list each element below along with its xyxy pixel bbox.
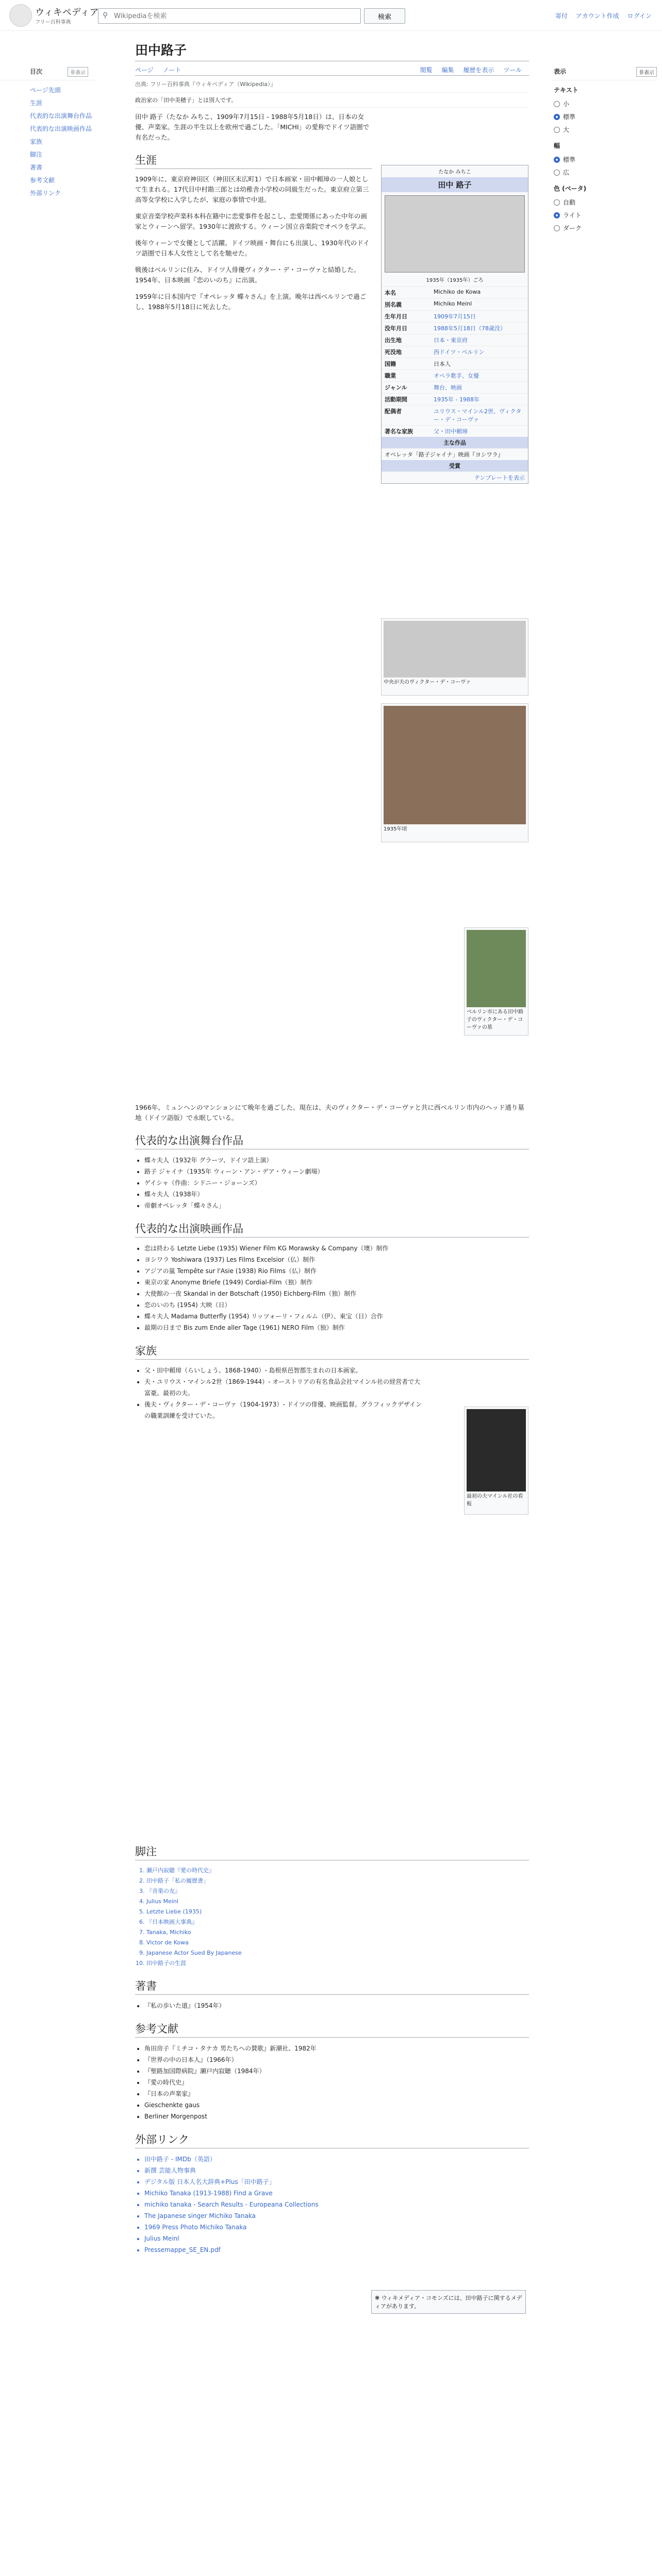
infobox-caption: 1935年（1935年）ごろ xyxy=(426,278,484,283)
infobox-row xyxy=(382,358,528,369)
radio-selected-icon[interactable] xyxy=(554,212,560,218)
commons-text[interactable]: ウィキメディア・コモンズには、田中路子に関するメディアがあります。 xyxy=(375,2295,522,2310)
search-button[interactable]: 検索 xyxy=(364,8,405,24)
radio-icon[interactable] xyxy=(554,170,560,176)
infobox-row xyxy=(382,310,528,322)
list-item: • 大使館の一夜 Skandal in der Botschaft (1950) Eichberg-Film（独）制作 xyxy=(144,1288,529,1299)
page-tabs xyxy=(135,61,529,76)
search-box xyxy=(98,8,361,24)
section-heading-family: 家族 xyxy=(135,1343,529,1360)
infobox-label: 配偶者 xyxy=(385,408,402,415)
list-item: • ゲイシャ（作曲：シドニー・ジョーンズ） xyxy=(144,1177,529,1189)
list-item: • 父・田中頼璋（らいしょう、1868-1940）- 島根県邑智郡生まれの日本画家。 xyxy=(144,1365,424,1376)
infobox-label: 死没地 xyxy=(385,349,402,355)
infobox-name: 田中 路子 xyxy=(382,177,528,192)
infobox-label: ジャンル xyxy=(385,384,407,391)
article-text xyxy=(135,112,372,312)
infobox-row xyxy=(382,369,528,381)
figure-image[interactable] xyxy=(467,1409,526,1492)
login-link[interactable]: ログイン xyxy=(627,12,652,20)
option-label: 大 xyxy=(563,126,570,133)
life-paragraph: 東京音楽学校声楽科本科在籍中に恋愛事件を起こし、恋愛関係にあった中年の画家とウィーンへ留学。1930年に渡欧する。ウィーン国立音楽院でオペラを学ぶ。 xyxy=(135,212,370,230)
note-item[interactable]: 3. 『音楽の友』 xyxy=(146,1886,529,1896)
tab-read[interactable]: 閲覧 xyxy=(420,66,433,74)
list-item: • 蝶々夫人 Madama Butterfly (1954) リッツォーリ・フィルム（伊）、東宝（日）合作 xyxy=(144,1311,529,1322)
ext-link[interactable]: • Julius Meinl xyxy=(144,2233,362,2244)
notes-section xyxy=(135,1834,529,2256)
note-item[interactable]: 6. 『日本映画大事典』 xyxy=(146,1917,529,1927)
film-list xyxy=(135,1243,529,1333)
toc-item-family[interactable]: 家族 xyxy=(30,138,43,145)
list-item: • 蝶々夫人（1932年 グラーツ、ドイツ語上演） xyxy=(144,1155,529,1166)
list-item: • 路子 ジャイナ（1935年 ウィーン・アン・デア・ウィーン劇場） xyxy=(144,1166,529,1177)
ext-link[interactable]: • 1969 Press Photo Michiko Tanaka xyxy=(144,2222,362,2233)
lower-sections xyxy=(135,1103,529,1421)
toc-hide-button[interactable]: 非表示 xyxy=(68,67,88,77)
figure xyxy=(464,1406,528,1515)
logo-subtitle: フリー百科事典 xyxy=(35,20,71,25)
toc-item-notes[interactable]: 脚注 xyxy=(30,151,43,158)
life-paragraph: 1909年に、東京府神田区（神田区末広町1）で日本画家・田中頼璋の一人娘として生まれる。17代目中村勘三郎とは幼稚舎小学校の同級生だった。東京府立第三高等女学校に入学したが、家庭の事情で中退。 xyxy=(135,175,369,204)
infobox-value[interactable]: 西ドイツ・ベルリン xyxy=(434,349,485,355)
radio-icon[interactable] xyxy=(554,199,560,206)
toc-item-refs[interactable]: 参考文献 xyxy=(30,177,55,184)
section-heading-notes: 脚注 xyxy=(135,1843,529,1860)
text-size-large[interactable] xyxy=(554,123,657,136)
commons-box xyxy=(371,2290,526,2314)
section-heading-film: 代表的な出演映画作品 xyxy=(135,1221,529,1238)
main-content xyxy=(135,40,529,481)
toc-sidebar xyxy=(0,67,95,199)
figure xyxy=(381,618,528,696)
books-list xyxy=(135,2000,529,2011)
family-list xyxy=(135,1365,424,1421)
color-label: 色 (ベータ) xyxy=(554,185,587,192)
infobox-value: Michiko Meinl xyxy=(434,300,472,307)
infobox-value: 日本人 xyxy=(434,361,451,367)
width-standard[interactable] xyxy=(554,153,657,166)
ext-link[interactable]: • 新撰 芸能人物事典 xyxy=(144,2165,362,2176)
list-item: • 『聖路加国際病院』瀬戸内寂聴（1984年） xyxy=(144,2065,529,2077)
list-item: • アジアの嵐 Tempête sur l'Asie (1938) Rio Films（仏）制作 xyxy=(144,1265,529,1277)
wikipedia-logo[interactable] xyxy=(9,4,32,27)
ext-link[interactable]: • 田中路子 - IMDb（英語） xyxy=(144,2154,362,2165)
infobox-value[interactable]: 舞台、映画 xyxy=(434,384,462,391)
ext-link[interactable]: • michiko tanaka - Search Results - Europeana Collections xyxy=(144,2199,362,2210)
tab-talk[interactable]: ノート xyxy=(162,66,181,74)
option-label: 標準 xyxy=(563,113,576,121)
list-item: • 『世界の中の日本人』（1966年） xyxy=(144,2054,529,2065)
appearance-hide-button[interactable]: 非表示 xyxy=(636,67,657,77)
infobox-photo[interactable] xyxy=(385,195,525,273)
width-wide[interactable] xyxy=(554,166,657,179)
infobox-row xyxy=(382,405,528,425)
list-item: • 恋のいのち (1954) 大映（日） xyxy=(144,1299,529,1311)
option-label: ダーク xyxy=(563,225,582,232)
section-heading-stage: 代表的な出演舞台作品 xyxy=(135,1132,529,1149)
toc-item-stage[interactable]: 代表的な出演舞台作品 xyxy=(30,112,92,120)
option-label: 広 xyxy=(563,169,570,176)
section-heading-books: 著書 xyxy=(135,1978,529,1995)
note-item[interactable]: 9. Japanese Actor Sued By Japanese xyxy=(146,1948,529,1958)
infobox-value[interactable]: 1909年7月15日 xyxy=(434,313,476,320)
appearance-sidebar xyxy=(554,67,657,234)
source-note: 出典: フリー百科事典『ウィキペディア（Wikipedia）』 xyxy=(135,81,276,88)
radio-icon[interactable] xyxy=(554,101,560,107)
infobox-label: 生年月日 xyxy=(385,313,407,320)
figure-image[interactable] xyxy=(467,930,526,1007)
toc-item-ext[interactable]: 外部リンク xyxy=(30,190,61,197)
toc-item-books[interactable]: 著書 xyxy=(30,164,43,171)
list-item: • 『私の歩いた道』（1954年） xyxy=(144,2000,529,2011)
note-item[interactable]: 2. 田中路子「私の履歴書」 xyxy=(146,1876,529,1886)
toc-title: 目次 xyxy=(30,68,43,75)
refs-list xyxy=(135,2043,529,2122)
infobox-value[interactable]: ユリウス・マインル2世、ヴィクター・デ・コーヴァ xyxy=(434,408,522,423)
infobox-label: 国籍 xyxy=(385,361,396,367)
ext-link[interactable]: • Pressemappe_SE_EN.pdf xyxy=(144,2244,362,2256)
infobox-kana: たなか みちこ xyxy=(438,170,471,175)
template-link[interactable]: テンプレートを表示 xyxy=(474,474,525,481)
infobox-row xyxy=(382,286,528,298)
list-item: • 角田房子『ミチコ・タナカ 男たちへの賛歌』新潮社、1982年 xyxy=(144,2043,529,2054)
infobox-footer xyxy=(382,471,528,483)
infobox-row xyxy=(382,322,528,334)
toc-item-life[interactable]: 生涯 xyxy=(30,99,43,107)
note-item[interactable]: 4. Julius Meinl xyxy=(146,1896,529,1907)
text-size-small[interactable] xyxy=(554,97,657,110)
infobox-works-value: オペレッタ「路子ジャイナ」映画『ヨシワラ』 xyxy=(385,451,504,458)
figure-caption: 中央が夫のヴィクター・デ・コーヴァ xyxy=(384,680,471,685)
figure-image[interactable] xyxy=(384,706,526,824)
commons-icon: ❋ xyxy=(375,2295,380,2301)
list-item: • 恋は終わる Letzte Liebe (1935) Wiener Film KG Morawsky & Company（墺）制作 xyxy=(144,1243,529,1254)
infobox-awards-header[interactable]: 受賞 xyxy=(382,460,528,471)
figure xyxy=(381,703,528,842)
appearance-title: 表示 xyxy=(554,68,567,75)
tab-tools[interactable]: ツール xyxy=(503,66,522,74)
note-item[interactable]: 1. 瀬戸内寂聴『愛の時代史』 xyxy=(146,1866,529,1876)
toc-header xyxy=(0,67,95,80)
figure-caption: 1935年頃 xyxy=(384,826,407,832)
page-title: 田中路子 xyxy=(135,40,529,61)
tab-edit[interactable]: 編集 xyxy=(441,66,454,74)
infobox-value[interactable]: 1935年 - 1988年 xyxy=(434,396,479,403)
radio-selected-icon[interactable] xyxy=(554,157,560,163)
note-item[interactable]: 8. Victor de Kowa xyxy=(146,1938,529,1948)
width-label: 幅 xyxy=(554,142,560,149)
intro-paragraph: 田中 路子（たなか みちこ、1909年7月15日 - 1988年5月18日）は、日本の女優、声楽家。生涯の半生以上を欧州で過ごした。「MICHI」の愛称でドイツ語圏で有名だった。 xyxy=(135,113,370,141)
infobox-works xyxy=(382,448,528,460)
infobox-row xyxy=(382,334,528,346)
figure xyxy=(464,927,528,1036)
search-icon: ⚲ xyxy=(103,11,108,20)
radio-icon[interactable] xyxy=(554,225,560,231)
infobox-label: 別名義 xyxy=(385,301,402,308)
ext-link[interactable]: • Michiko Tanaka (1913-1988) Find a Grave xyxy=(144,2188,362,2199)
option-label: ライト xyxy=(563,212,582,219)
life-paragraph: 後年ウィーンで女優として活躍。ドイツ映画・舞台にも出演し、1930年代のドイツ語圏で日本人女性として名を馳せた。 xyxy=(135,239,370,257)
search-input[interactable] xyxy=(114,11,341,21)
user-links xyxy=(549,11,652,20)
notes-list xyxy=(135,1866,529,1969)
note-item[interactable]: 7. Tanaka, Michiko xyxy=(146,1927,529,1938)
life-paragraph: 1959年に日本国内で『オペレッタ 蝶々さん』を上演。晩年は西ベルリンで過ごし、1988年5月18日に死去した。 xyxy=(135,293,367,311)
infobox-label: 著名な家族 xyxy=(385,428,413,435)
note-item[interactable]: 5. Letzte Liebe (1935) xyxy=(146,1907,529,1917)
life-paragraph: 戦後はベルリンに住み、ドイツ人俳優ヴィクター・デ・コーヴァと結婚した。1954年、日本映画『恋のいのち』に出演。 xyxy=(135,266,360,284)
option-label: 自動 xyxy=(563,199,576,206)
text-size-label: テキスト xyxy=(554,87,578,94)
infobox-row xyxy=(382,381,528,393)
toc-item-top[interactable]: ページ先頭 xyxy=(30,87,61,94)
ext-link[interactable]: • デジタル版 日本人名大辞典+Plus「田中路子」 xyxy=(144,2176,362,2188)
infobox-value[interactable]: 日本・東京府 xyxy=(434,337,468,344)
infobox-value[interactable]: 父・田中頼璋 xyxy=(434,428,468,435)
option-label: 標準 xyxy=(563,156,576,163)
stage-list xyxy=(135,1155,529,1211)
infobox-row xyxy=(382,393,528,405)
disambiguation-notice: 政治家の「田中美穂子」とは別人です。 xyxy=(135,92,529,108)
figure-caption: ベルリン市にある田中路子のヴィクター・デ・コーヴァの墓 xyxy=(467,1009,523,1030)
list-item: • ヨシワラ Yoshiwara (1937) Les Films Excelsior（仏）制作 xyxy=(144,1254,529,1265)
infobox-label: 本名 xyxy=(385,290,396,296)
color-light[interactable] xyxy=(554,209,657,222)
option-label: 小 xyxy=(563,100,570,108)
toc-item-film[interactable]: 代表的な出演映画作品 xyxy=(30,125,92,132)
section-heading-life: 生涯 xyxy=(135,152,372,169)
list-item: • 後夫・ヴィクター・デ・コーヴァ（1904-1973）- ドイツの俳優、映画監督。グラフィックデザインの職業訓練を受けていた。 xyxy=(144,1399,424,1421)
infobox-value[interactable]: 1988年5月18日（78歳没） xyxy=(434,325,506,332)
ext-link[interactable]: • The Japanese singer Michiko Tanaka xyxy=(144,2210,362,2222)
figure-image[interactable] xyxy=(384,621,526,677)
infobox-label: 出生地 xyxy=(385,337,402,344)
text-size-standard[interactable] xyxy=(554,110,657,123)
tab-history[interactable]: 履歴を表示 xyxy=(463,66,494,74)
life-paragraph: 1966年、ミュンヘンのマンションにて晩年を過ごした。現在は、夫のヴィクター・デ・コーヴァと共に西ベルリン市内のヘッド通り墓地（ドイツ語版）で永眠している。 xyxy=(135,1104,524,1122)
section-heading-refs: 参考文献 xyxy=(135,2021,529,2038)
list-item: • 東京の家 Anonyme Briefe (1949) Cordial-Film（独）制作 xyxy=(144,1277,529,1288)
list-item: • 蝶々夫人（1938年） xyxy=(144,1189,529,1200)
site-header xyxy=(0,0,662,31)
radio-icon[interactable] xyxy=(554,127,560,133)
radio-selected-icon[interactable] xyxy=(554,114,560,120)
infobox-label: 職業 xyxy=(385,372,396,379)
list-item: • 『愛の時代史』 xyxy=(144,2077,529,2088)
infobox-row xyxy=(382,298,528,310)
donate-link[interactable]: 寄付 xyxy=(555,12,568,20)
figure-caption: 最初の夫マインル社の看板 xyxy=(467,1494,523,1507)
ext-list xyxy=(135,2154,362,2256)
color-dark[interactable] xyxy=(554,222,657,234)
color-auto[interactable] xyxy=(554,196,657,209)
infobox-label: 没年月日 xyxy=(385,325,407,332)
infobox-value: Michiko de Kowa xyxy=(434,289,481,295)
infobox-row xyxy=(382,425,528,437)
infobox-row xyxy=(382,346,528,358)
list-item: • 『日本の声楽家』 xyxy=(144,2088,529,2099)
infobox-value[interactable]: オペラ歌手、女優 xyxy=(434,372,479,379)
infobox-label: 活動期間 xyxy=(385,396,407,403)
tab-article[interactable]: ページ xyxy=(135,66,154,74)
list-item: • 夫・ユリウス・マインル2世（1869-1944）- オーストリアの有名食品会社マインル社の経営者で大富豪。最初の夫。 xyxy=(144,1376,424,1399)
create-account-link[interactable]: アカウント作成 xyxy=(575,12,619,20)
list-item: • Gieschenkte gaus xyxy=(144,2099,529,2111)
infobox xyxy=(381,165,528,484)
logo-title[interactable]: ウィキペディア xyxy=(35,7,99,18)
infobox-works-header: 主な作品 xyxy=(382,437,528,448)
list-item: • Berliner Morgenpost xyxy=(144,2111,529,2122)
list-item: • 最期の日まで Bis zum Ende aller Tage (1961) NERO Film（独）制作 xyxy=(144,1322,529,1333)
appearance-header xyxy=(554,67,657,80)
note-item[interactable]: 10. 田中路子の生涯 xyxy=(146,1958,529,1969)
section-heading-ext: 外部リンク xyxy=(135,2131,529,2148)
list-item: • 帝劇オペレッタ「蝶々さん」 xyxy=(144,1200,529,1211)
